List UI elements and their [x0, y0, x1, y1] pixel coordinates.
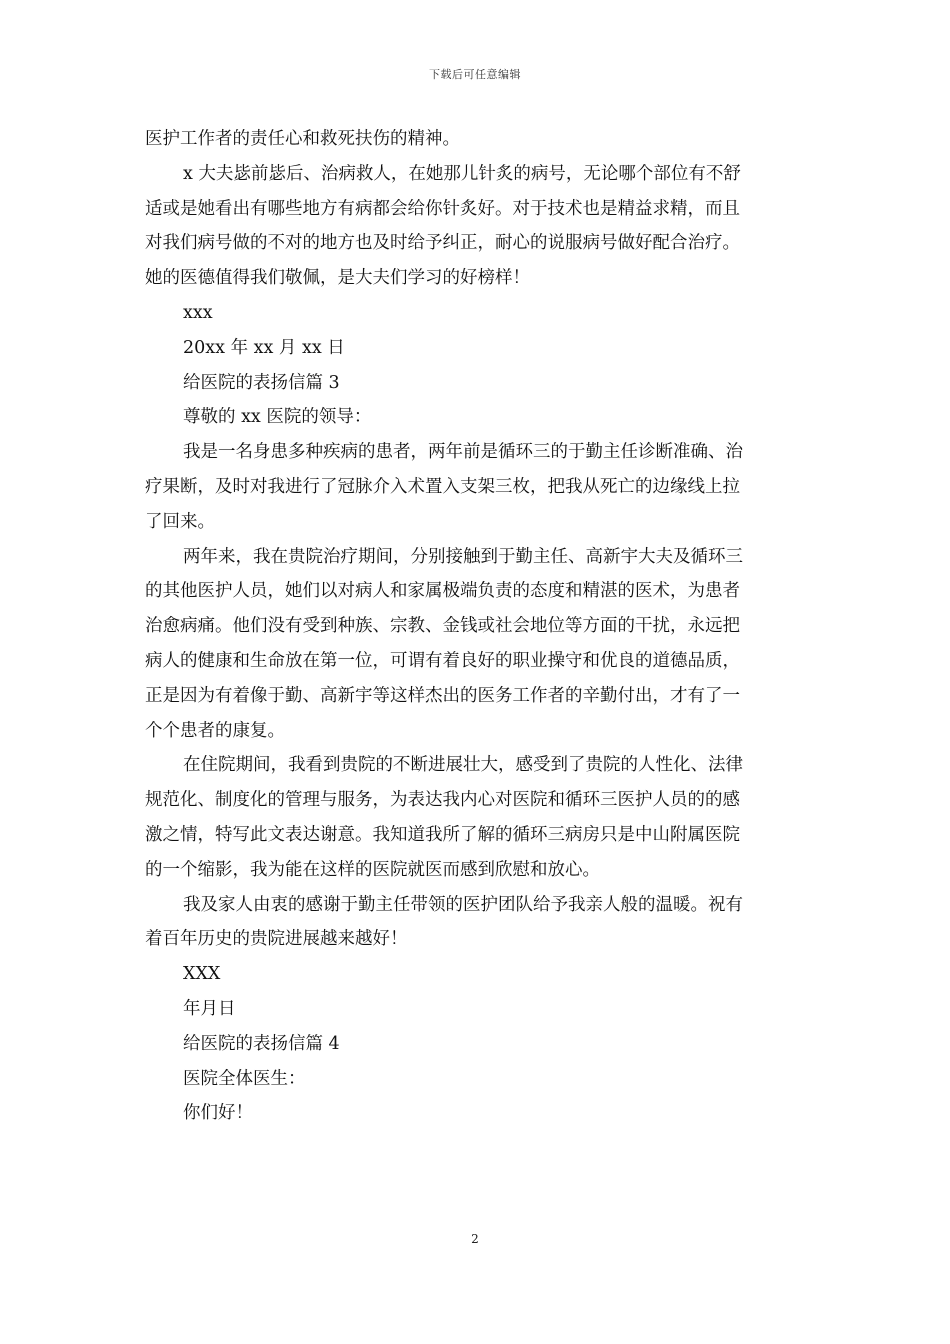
text-line: 我是一名身患多种疾病的患者，两年前是循环三的于勤主任诊断准确、治 [183, 442, 743, 463]
text-line: xxx [183, 302, 213, 323]
text-line: 她的医德值得我们敬佩，是大夫们学习的好榜样！ [145, 268, 530, 289]
text-line: 你们好！ [183, 1103, 253, 1124]
page-header: 下载后可任意编辑 [429, 68, 521, 81]
document-body [145, 122, 809, 1131]
text-line: 个个患者的康复。 [145, 720, 285, 741]
text-line: 病人的健康和生命放在第一位，可谓有着良好的职业操守和优良的道德品质， [145, 650, 740, 671]
text-line: 激之情，特写此文表达谢意。我知道我所了解的循环三病房只是中山附属医院 [145, 824, 740, 845]
text-line: 治愈病痛。他们没有受到种族、宗教、金钱或社会地位等方面的干扰，永远把 [145, 616, 740, 637]
text-line: 了回来。 [145, 511, 215, 532]
text-line: 着百年历史的贵院进展越来越好！ [145, 929, 408, 950]
text-line: XXX [183, 964, 221, 985]
text-line: 的一个缩影，我为能在这样的医院就医而感到欣慰和放心。 [145, 859, 600, 880]
text-line: 疗果断，及时对我进行了冠脉介入术置入支架三枚，把我从死亡的边缘线上拉 [145, 476, 740, 497]
text-line: 20xx 年 xx 月 xx 日 [183, 337, 345, 358]
text-line: 医护工作者的责任心和救死扶伤的精神。 [145, 129, 460, 149]
page-number: 2 [471, 1232, 479, 1246]
text-line: x 大夫毖前毖后、治病救人，在她那儿针炙的病号，无论哪个部位有不舒 [183, 163, 741, 184]
text-line: 医院全体医生： [183, 1068, 306, 1089]
text-line: 的其他医护人员，她们以对病人和家属极端负责的态度和精湛的医术，为患者 [145, 581, 740, 602]
text-line: 给医院的表扬信篇 3 [183, 372, 340, 393]
text-line: 正是因为有着像于勤、高新宇等这样杰出的医务工作者的辛勤付出，才有了一 [145, 685, 740, 706]
text-line: 规范化、制度化的管理与服务，为表达我内心对医院和循环三医护人员的的感 [145, 790, 740, 811]
text-line: 适或是她看出有哪些地方有病都会给你针炙好。对于技术也是精益求精，而且 [145, 198, 740, 219]
text-line: 给医院的表扬信篇 4 [183, 1033, 340, 1054]
text-line: 年月日 [183, 998, 236, 1019]
text-line: 在住院期间，我看到贵院的不断进展壮大，感受到了贵院的人性化、法律 [183, 755, 743, 776]
text-line: 尊敬的 xx 医院的领导： [183, 407, 372, 428]
text-line: 我及家人由衷的感谢于勤主任带领的医护团队给予我亲人般的温暖。祝有 [183, 894, 743, 915]
text-line: 两年来，我在贵院治疗期间，分别接触到于勤主任、高新宇大夫及循环三 [183, 546, 743, 567]
text-line: 对我们病号做的不对的地方也及时给予纠正，耐心的说服病号做好配合治疗。 [145, 233, 740, 254]
